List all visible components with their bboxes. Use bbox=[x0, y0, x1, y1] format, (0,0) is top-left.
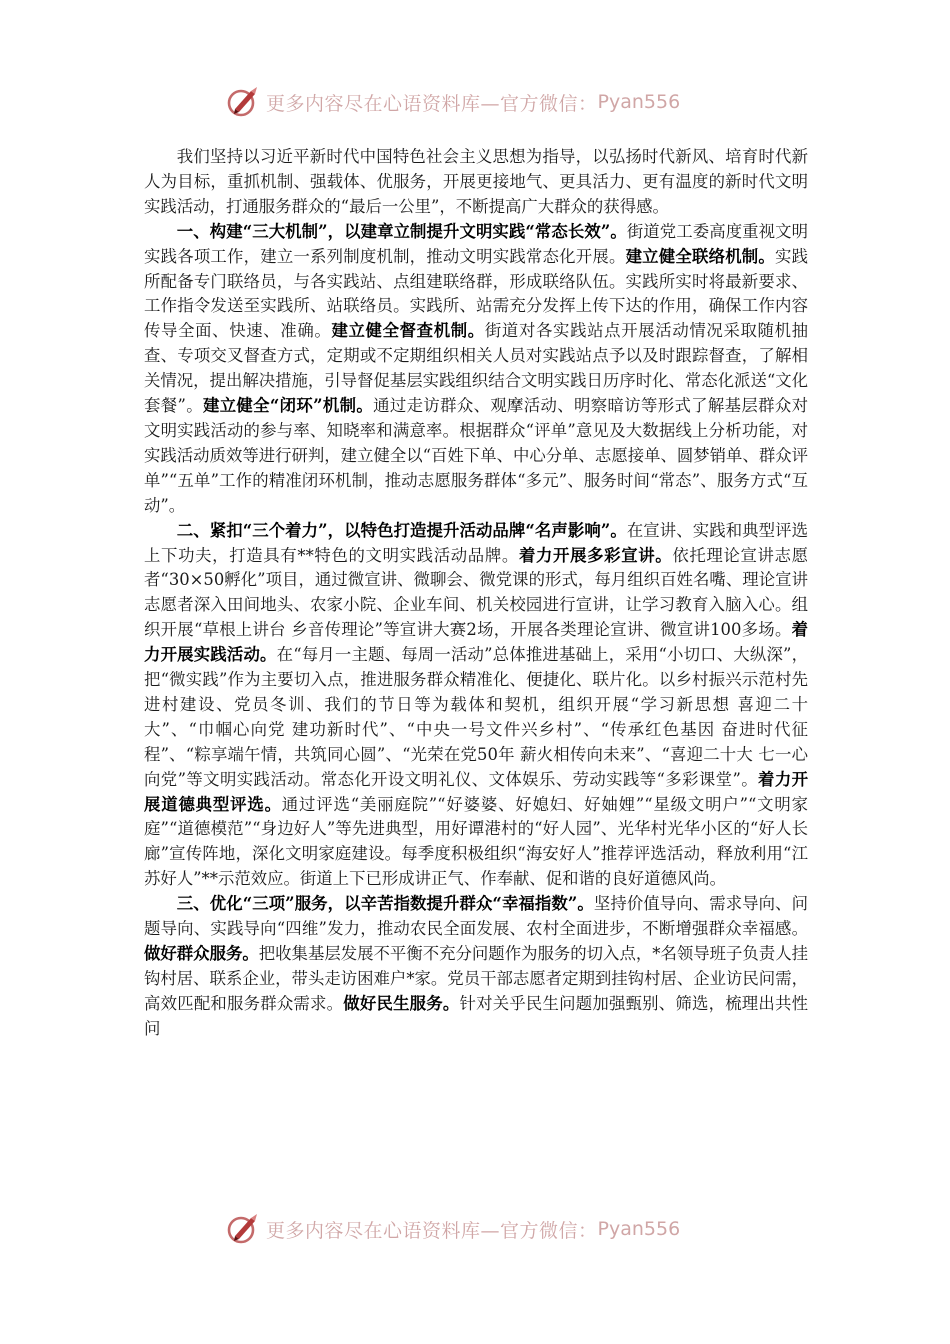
banner-text: 更多内容尽在心语资料库—官方微信： bbox=[266, 92, 598, 115]
body-text: 依托理论宣讲志愿者“30×50孵化”项目，通过微宣讲、微聊会、微党课的形式，每月组织百姓名嘴、理论宣讲志愿者深入田间地头、农家小院、企业车间、机关校园进行宣讲，让学习教育入脑入心。组织开展“草根上讲台 乡音传理论”等宣讲大赛2场，开展各类理论宣讲、微宣讲100多场。 bbox=[144, 545, 808, 640]
body-text: 坚持价值导向、需求导向、问题导向、实践导向“四维”发力，推动农民全面发展、农村全面进步，不断增强群众幸福感。 bbox=[144, 894, 808, 939]
body-text: 通过走访群众、观摩活动、明察暗访等形式了解基层群众对文明实践活动的参与率、知晓率和满意率。根据群众“评单”意见及大数据线上分析功能，对实践活动质效等进行研判，建立健全以“百姓下单、中心分单、志愿接单、圆梦销单、群众评单”“五单”工作的精准闭环机制，推动志愿服务群体“多元”、服务时间“常态”、服务方式“互动”。 bbox=[144, 396, 808, 515]
banner-wechat-id: Pyan556 bbox=[597, 1218, 681, 1240]
paragraph bbox=[144, 145, 808, 220]
bold-heading-text: 建立健全“闭环”机制。 bbox=[202, 396, 374, 416]
body-text: 实践所配备专门联络员，与各实践站、点组建联络群，形成联络队伍。实践所实时将最新要求、工作指令发送至实践所、站联络员。实践所、站需充分发挥上传下达的作用，确保工作内容传导全面、快速、准确。 bbox=[144, 246, 808, 341]
footer-banner bbox=[226, 1209, 746, 1249]
paragraph bbox=[144, 220, 808, 519]
bold-heading-text: 着力开展道德典型评选。 bbox=[144, 769, 808, 814]
bold-heading-text: 做好民生服务。 bbox=[343, 993, 460, 1013]
bold-heading-text: 着力开展实践活动。 bbox=[144, 620, 808, 665]
body-text: 我们坚持以习近平新时代中国特色社会主义思想为指导，以弘扬时代新风、培育时代新人为目标，重抓机制、强载体、优服务，开展更接地气、更具活力、更有温度的新时代文明实践活动，打通服务群众的“最后一公里”，不断提高广大群众的获得感。 bbox=[144, 147, 808, 216]
bold-heading-text: 做好群众服务。 bbox=[144, 944, 259, 963]
bold-heading-text: 建立健全督查机制。 bbox=[331, 321, 485, 341]
pen-quill-logo-icon bbox=[226, 1212, 260, 1246]
body-text: 在“每月一主题、每周一活动”总体推进基础上，采用“小切口、大纵深”，把“微实践”作为主要切入点，推进服务群众精准化、便捷化、联片化。以乡村振兴示范村先进村建设、党员冬训、我们的节日等为载体和契机，组织开展“学习新思想 喜迎二十大”、“巾帼心向党 建功新时代”、“中央一号文件兴乡村”、“传承红色基因 奋进时代征程”、“粽享端午情，共筑同心圆”、“光荣在党50年 薪火相传向未来”、“喜迎二十大 七一心向党”等文明实践活动。常态化开设文明礼仪、文体娱乐、劳动实践等“多彩课堂”。 bbox=[144, 645, 808, 789]
paragraph bbox=[144, 519, 808, 893]
body-text: 在宣讲、实践和典型评选上下功夫，打造具有**特色的文明实践活动品牌。 bbox=[144, 520, 808, 565]
body-text: 把收集基层发展不平衡不充分问题作为服务的切入点，*名领导班子负责人挂钩村居、联系企业，带头走访困难户*家。党员干部志愿者定期到挂钩村居、企业访民问需，高效匹配和服务群众需求。 bbox=[144, 944, 808, 1013]
bold-heading-text: 一、构建“三大机制”，以建章立制提升文明实践“常态长效”。 bbox=[176, 221, 627, 241]
pen-quill-logo-icon bbox=[226, 85, 260, 119]
banner-text: 更多内容尽在心语资料库—官方微信： bbox=[266, 1219, 598, 1242]
bold-heading-text: 三、优化“三项”服务，以辛苦指数提升群众“幸福指数”。 bbox=[176, 894, 594, 914]
body-text: 街道党工委高度重视文明实践各项工作，建立一系列制度机制，推动文明实践常态化开展。 bbox=[144, 221, 808, 266]
banner-wechat-id: Pyan556 bbox=[597, 91, 681, 113]
document-body bbox=[144, 145, 808, 1191]
body-text: 街道对各实践站点开展活动情况采取随机抽查、专项交叉督查方式，定期或不定期组织相关人员对实践站点予以及时跟踪督查，了解相关情况，提出解决措施，引导督促基层实践组织结合文明实践日历序时化、常态化派送“文化套餐”。 bbox=[144, 321, 808, 416]
paragraph bbox=[144, 892, 808, 1041]
body-text: 针对关乎民生问题加强甄别、筛选，梳理出共性问 bbox=[144, 993, 808, 1038]
header-banner bbox=[226, 82, 746, 122]
bold-heading-text: 着力开展多彩宣讲。 bbox=[518, 545, 673, 565]
body-text: 通过评选“美丽庭院”“好婆婆、好媳妇、好妯娌”“星级文明户”“文明家庭”“道德模范”“身边好人”等先进典型，用好谭港村的“好人园”、光华村光华小区的“好人长廊”宣传阵地，深化文明家庭建设。每季度积极组织“海安好人”推荐评选活动，释放利用“江苏好人”**示范效应。街道上下已形成讲正气、作奉献、促和谐的良好道德风尚。 bbox=[144, 794, 808, 889]
bold-heading-text: 建立健全联络机制。 bbox=[625, 246, 776, 266]
bold-heading-text: 二、紧扣“三个着力”，以特色打造提升活动品牌“名声影响”。 bbox=[176, 520, 627, 540]
